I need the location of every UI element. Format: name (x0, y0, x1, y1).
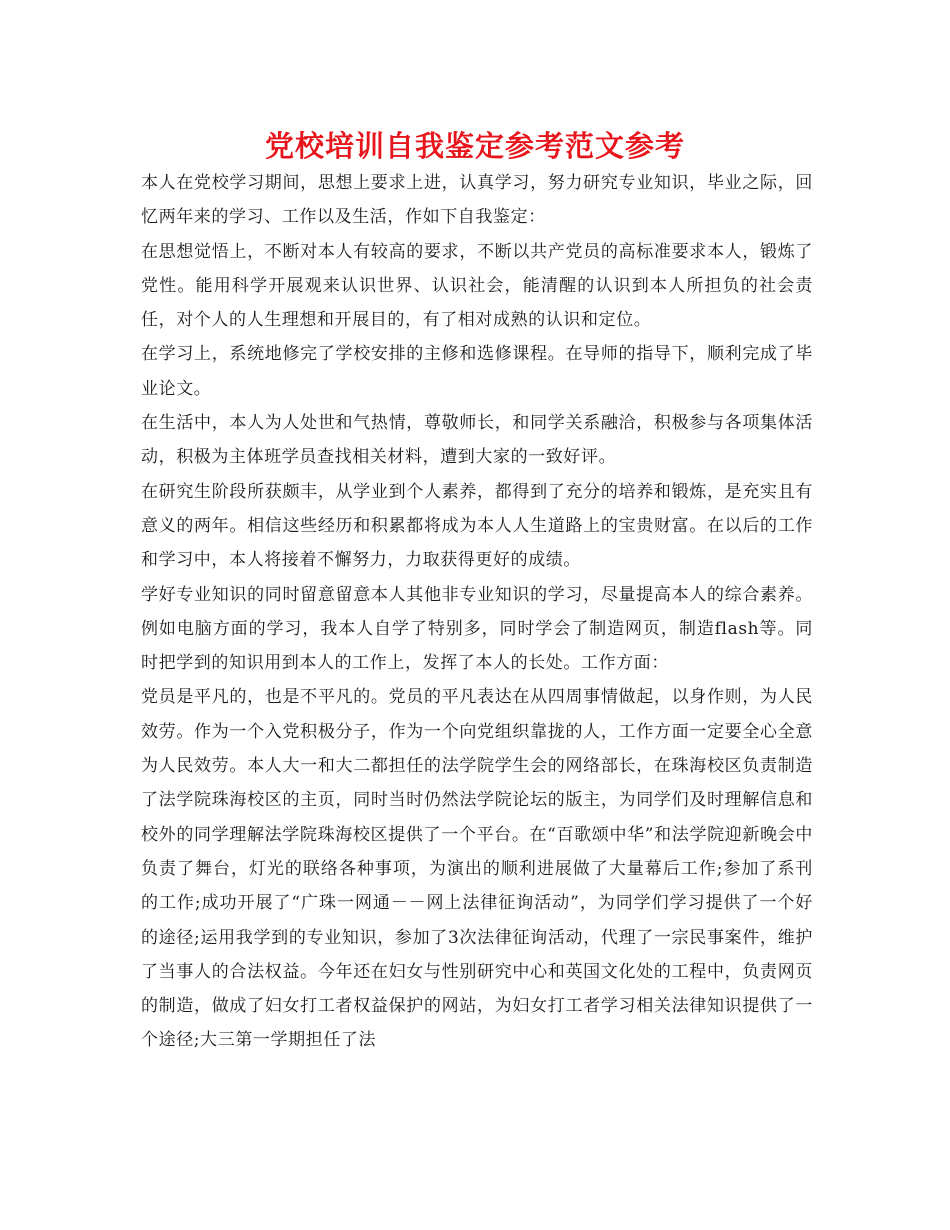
paragraph-ideology: 在思想觉悟上，不断对本人有较高的要求，不断以共产党员的高标准要求本人，锻炼了党性。能用科学开展观来认识世界、认识社会，能清醒的认识到本人所担负的社会责任，对个人的人生理想和开展目的，有了相对成熟的认识和定位。 (141, 241, 813, 331)
paragraph-work: 党员是平凡的，也是不平凡的。党员的平凡表达在从四周事情做起，以身作则，为人民效劳。作为一个入党积极分子，作为一个向党组织靠拢的人，工作方面一定要全心全意为人民效劳。本人大一和大二都担任的法学院学生会的网络部长，在珠海校区负责制造了法学院珠海校区的主页，同时当时仍然法学院论坛的版主，为同学们及时理解信息和校外的同学理解法学院珠海校区提供了一个平台。在“百歌颂中华”和法学院迎新晚会中负责了舞台，灯光的联络各种事项，为演出的顺利进展做了大量幕后工作;参加了系刊的工作;成功开展了“广珠一网通－－网上法律征询活动”，为同学们学习提供了一个好的途径;运用我学到的专业知识，参加了3次法律征询活动，代理了一宗民事案件，维护了当事人的合法权益。今年还在妇女与性别研究中心和英国文化处的工程中，负责网页的制造，做成了妇女打工者权益保护的网站，为妇女打工者学习相关法律知识提供了一个途径;大三第一学期担任了法 (141, 687, 813, 1051)
document-body (141, 166, 813, 1058)
paragraph-graduate: 在研究生阶段所获颇丰，从学业到个人素养，都得到了充分的培养和锻炼，是充实且有意义的两年。相信这些经历和积累都将成为本人人生道路上的宝贵财富。在以后的工作和学习中，本人将接着不懈努力，力取获得更好的成绩。 (141, 481, 813, 571)
paragraph-life: 在生活中，本人为人处世和气热情，尊敬师长，和同学关系融洽，积极参与各项集体活动，积极为主体班学员查找相关材料，遭到大家的一致好评。 (141, 413, 813, 468)
paragraph-study: 在学习上，系统地修完了学校安排的主修和选修课程。在导师的指导下，顺利完成了毕业论文。 (141, 344, 813, 399)
paragraph-intro: 本人在党校学习期间，思想上要求上进，认真学习，努力研究专业知识，毕业之际，回忆两年来的学习、工作以及生活，作如下自我鉴定： (141, 173, 813, 228)
paragraph-knowledge: 学好专业知识的同时留意留意本人其他非专业知识的学习，尽量提高本人的综合素养。例如电脑方面的学习，我本人自学了特别多，同时学会了制造网页，制造flash等。同时把学到的知识用到本人的工作上，发挥了本人的长处。工作方面： (141, 584, 813, 674)
document-title: 党校培训自我鉴定参考范文参考 (264, 129, 685, 163)
